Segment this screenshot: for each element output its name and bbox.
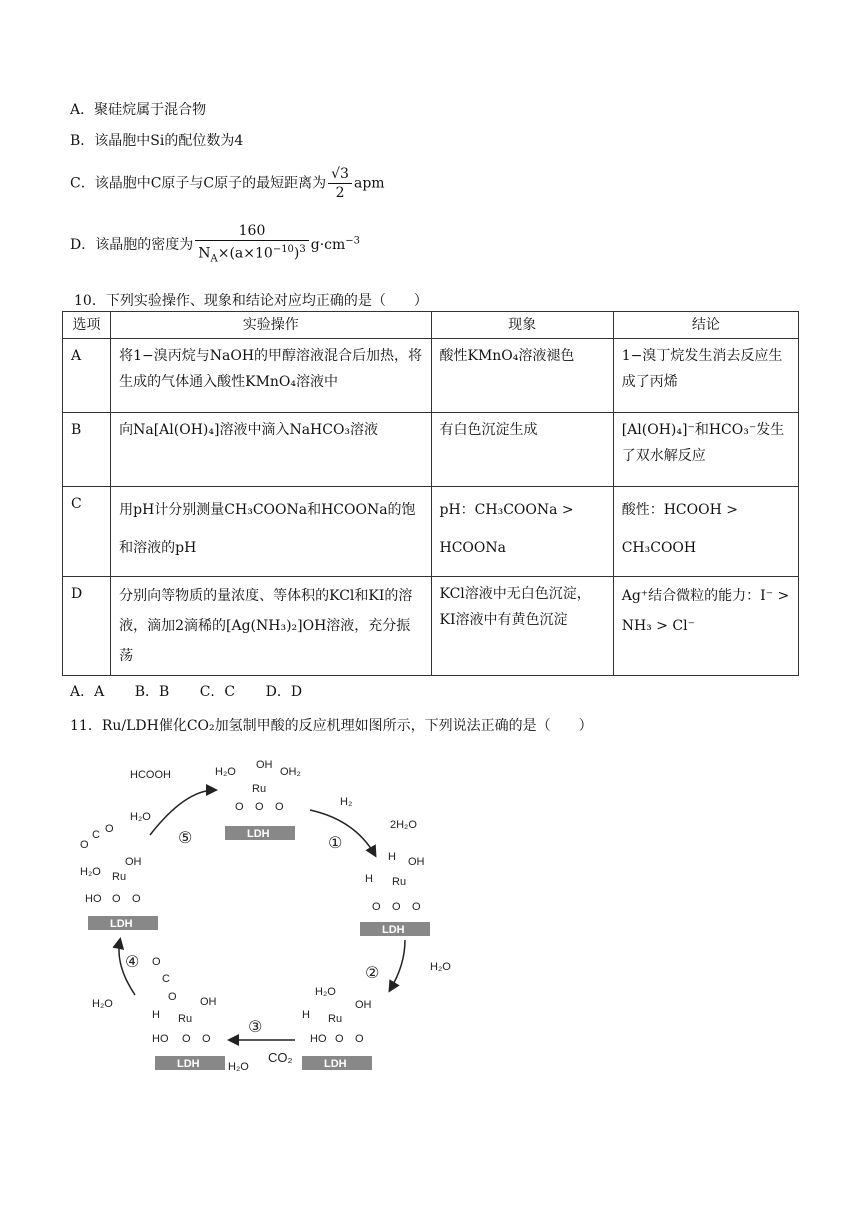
svg-text:O: O <box>112 893 121 905</box>
row-c-operation: 用pH计分别测量CH₃COONa和HCOONa的饱和溶液的pH <box>111 487 431 577</box>
ru-label-right: Ru <box>392 876 407 888</box>
row-d-conclusion: Ag⁺结合微粒的能力：I⁻ > NH₃ > Cl⁻ <box>613 577 798 676</box>
q10-table <box>62 311 799 676</box>
svg-text:OH: OH <box>256 759 273 771</box>
svg-text:C: C <box>92 829 100 841</box>
q10-option-d: D．D <box>265 684 303 700</box>
row-d-option: D <box>63 577 111 676</box>
q9-c-denominator: 2 <box>335 185 345 201</box>
svg-text:O: O <box>335 1033 344 1045</box>
complex-top <box>215 759 301 840</box>
svg-text:H: H <box>302 1009 310 1021</box>
complex-bottom-left <box>152 956 225 1070</box>
complex-left <box>80 823 158 930</box>
svg-text:O: O <box>152 956 161 968</box>
q9-d-den-n: N <box>198 245 211 262</box>
svg-text:OH: OH <box>408 856 425 868</box>
q11-stem: 11．Ru/LDH催化CO₂加氢制甲酸的反应机理如图所示，下列说法正确的是（ ） <box>70 718 593 734</box>
ru-label-bottom-right: Ru <box>328 1013 343 1025</box>
ldh-label-top: LDH <box>247 828 270 840</box>
label-h2o-3: H₂O <box>228 1061 249 1073</box>
label-h2: H₂ <box>340 796 353 808</box>
svg-text:HO: HO <box>310 1033 327 1045</box>
q9-d-unit-exp: −3 <box>345 235 361 247</box>
header-operation: 实验操作 <box>111 312 431 339</box>
svg-text:O: O <box>412 901 421 913</box>
svg-text:OH₂: OH₂ <box>280 766 301 778</box>
label-h2o-5: H₂O <box>130 811 151 823</box>
step-5: ⑤ <box>178 830 193 847</box>
arrow-step-1 <box>310 810 375 855</box>
ldh-label-bottom-left: LDH <box>177 1058 200 1070</box>
mechanism-diagram <box>70 750 480 1090</box>
svg-text:O: O <box>132 893 141 905</box>
q9-d-den-sub: A <box>210 253 218 265</box>
q9-option-a: A．聚硅烷属于混合物 <box>70 102 207 118</box>
label-2h2o: 2H₂O <box>390 819 417 831</box>
svg-text:O: O <box>202 1033 211 1045</box>
row-c-phenomenon: pH：CH₃COONa > HCOONa <box>431 487 613 577</box>
svg-text:C: C <box>162 973 170 985</box>
q9-d-den-rest: ×(a×10 <box>217 245 273 262</box>
q9-d-den-close: ) <box>293 245 300 262</box>
q9-d-denominator <box>195 241 309 268</box>
q9-d-den-cube: 3 <box>299 244 306 255</box>
q9-option-c-fraction <box>328 165 352 202</box>
svg-text:O: O <box>168 991 177 1003</box>
q9-d-unit: g·cm <box>310 237 346 254</box>
row-a-conclusion: 1−溴丁烷发生消去反应生成了丙烯 <box>613 339 798 413</box>
row-a-option: A <box>63 339 111 413</box>
table-row <box>63 339 799 413</box>
row-a-phenomenon: 酸性KMnO₄溶液褪色 <box>431 339 613 413</box>
step-2: ② <box>365 965 380 982</box>
svg-text:O: O <box>255 801 264 813</box>
arrow-step-2 <box>390 940 405 990</box>
ru-label-left: Ru <box>112 871 127 883</box>
ru-label-top: Ru <box>252 783 267 795</box>
table-row <box>63 577 799 676</box>
header-conclusion: 结论 <box>613 312 798 339</box>
row-a-operation: 将1−溴丙烷与NaOH的甲醇溶液混合后加热，将生成的气体通入酸性KMnO₄溶液中 <box>111 339 431 413</box>
q9-c-numerator: √3 <box>328 165 352 184</box>
q9-d-numerator: 160 <box>195 222 309 241</box>
svg-text:H: H <box>365 873 373 885</box>
row-b-option: B <box>63 413 111 487</box>
row-b-conclusion: [Al(OH)₄]⁻和HCO₃⁻发生了双水解反应 <box>613 413 798 487</box>
step-3: ③ <box>248 1019 263 1036</box>
row-d-phenomenon: KCl溶液中无白色沉淀，KI溶液中有黄色沉淀 <box>431 577 613 676</box>
q9-option-d <box>70 222 360 268</box>
svg-text:O: O <box>80 839 89 851</box>
q9-option-c-text: C．该晶胞中C原子与C原子的最短距离为 <box>70 175 327 192</box>
label-hcooh: HCOOH <box>130 769 171 781</box>
svg-text:H: H <box>152 1009 160 1021</box>
step-4: ④ <box>125 954 140 971</box>
ru-label-bottom-left: Ru <box>178 1013 193 1025</box>
svg-text:OH: OH <box>355 999 372 1011</box>
q10-stem: 10．下列实验操作、现象和结论对应均正确的是（ ） <box>74 293 428 309</box>
ldh-label-bottom-right: LDH <box>324 1058 347 1070</box>
svg-text:O: O <box>105 823 114 835</box>
table-row <box>63 487 799 577</box>
row-c-option: C <box>63 487 111 577</box>
svg-text:H₂O: H₂O <box>315 986 336 998</box>
label-h2o: H₂O <box>215 766 236 778</box>
q9-d-den-exp: −10 <box>272 244 294 255</box>
svg-text:O: O <box>355 1033 364 1045</box>
label-h2o-4: H₂O <box>92 998 113 1010</box>
row-c-conclusion: 酸性：HCOOH > CH₃COOH <box>613 487 798 577</box>
ldh-label-right: LDH <box>382 924 405 936</box>
svg-text:HO: HO <box>152 1033 169 1045</box>
row-d-operation: 分别向等物质的量浓度、等体积的KCl和KI的溶液，滴加2滴稀的[Ag(NH₃)₂]OH溶液，充分振荡 <box>111 577 431 676</box>
q9-c-unit: apm <box>353 175 385 192</box>
svg-text:O: O <box>182 1033 191 1045</box>
complex-bottom-right <box>302 986 372 1070</box>
step-1: ① <box>328 835 343 852</box>
svg-text:OH: OH <box>125 856 142 868</box>
svg-text:O: O <box>275 801 284 813</box>
header-option: 选项 <box>63 312 111 339</box>
q9-option-d-text: D．该晶胞的密度为 <box>70 237 194 254</box>
q9-option-b: B．该晶胞中Si的配位数为4 <box>70 133 244 149</box>
svg-text:O: O <box>235 801 244 813</box>
header-phenomenon: 现象 <box>431 312 613 339</box>
complex-right <box>360 851 430 936</box>
table-header-row <box>63 312 799 339</box>
q10-option-b: B．B <box>134 684 170 700</box>
svg-text:H₂O: H₂O <box>80 866 101 878</box>
row-b-phenomenon: 有白色沉淀生成 <box>431 413 613 487</box>
arrow-step-5 <box>150 790 215 835</box>
table-row <box>63 413 799 487</box>
q10-options <box>70 681 328 701</box>
row-b-operation: 向Na[Al(OH)₄]溶液中滴入NaHCO₃溶液 <box>111 413 431 487</box>
svg-text:O: O <box>392 901 401 913</box>
q9-option-d-fraction <box>195 222 309 268</box>
label-co2: CO₂ <box>268 1050 293 1065</box>
svg-text:H: H <box>388 851 396 863</box>
q9-option-c <box>70 165 385 202</box>
q10-option-a: A．A <box>70 684 105 700</box>
svg-text:O: O <box>372 901 381 913</box>
q10-option-c: C．C <box>199 684 236 700</box>
svg-text:OH: OH <box>200 996 217 1008</box>
svg-text:HO: HO <box>85 893 102 905</box>
ldh-label-left: LDH <box>110 918 133 930</box>
label-h2o-2: H₂O <box>430 961 451 973</box>
